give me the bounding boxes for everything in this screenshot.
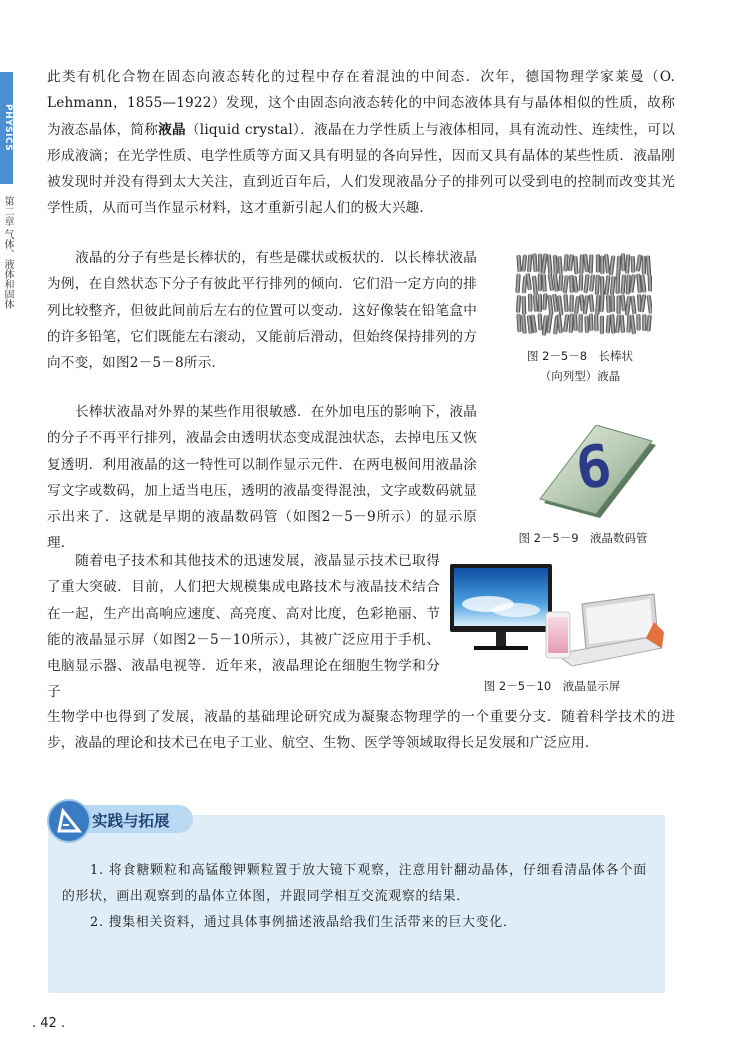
rod-molecule [596, 254, 600, 273]
rod-molecule [521, 254, 527, 272]
smartphone [546, 612, 570, 658]
rod-molecule [553, 255, 558, 275]
rod-molecule [621, 253, 626, 271]
rod-molecule [578, 314, 582, 333]
paragraph-intro-text: 此类有机化合物在固态向液态转化的过程中存在着混浊的中间态．次年，德国物理学家莱曼（O. Lehmann，1855—1922）发现，这个由固态向液态转化的中间态液体具有与晶体相似的性质，故称为液态晶体，简称 [47, 69, 675, 138]
rod-molecule [574, 296, 580, 315]
rod-molecule [542, 293, 547, 310]
practice-body [62, 858, 647, 936]
rod-molecule [516, 255, 521, 273]
rod-molecule [516, 295, 521, 313]
rod-molecule [604, 275, 610, 295]
practice-header [47, 797, 197, 841]
rod-molecule [583, 254, 589, 273]
rod-molecule [569, 294, 574, 312]
rod-molecule [563, 294, 569, 313]
practice-item-2: 2. 搜集相关资料，通过具体事例描述液晶给我们生活带来的巨大变化． [90, 915, 517, 930]
figure-caption-digit-tube: 图 2－5－9 液晶数码管 [518, 531, 648, 545]
rod-molecule [589, 274, 595, 292]
rod-molecule [642, 314, 646, 331]
rod-molecule [568, 254, 574, 272]
practice-title: 实践与拓展 [92, 812, 170, 830]
rod-molecule [533, 295, 539, 313]
rod-molecule [557, 256, 563, 275]
rod-molecule [642, 256, 646, 275]
rod-molecule [616, 295, 620, 314]
rod-molecules [515, 253, 652, 336]
paragraph-sensitivity [47, 399, 477, 557]
paragraph-sensitivity-text: 长棒状液晶对外界的某些作用很敏感．在外加电压的影响下，液晶的分子不再平行排列，液晶会由透明状态变成混浊状态，去掉电压又恢复透明．利用液晶的这一特性可以制作显示元件．在两电极间用液晶涂写文字或数码，加上适当电压，透明的液晶变得混浊，文字或数码就显示出来了．这就是早期的液晶数码管（如图2－5－9所示）的显示原理． [47, 404, 477, 552]
rod-molecule [538, 294, 542, 313]
rod-molecule [594, 314, 599, 331]
paragraph-molecules-text: 液晶的分子有些是长棒状的，有些是碟状或板状的．以长棒状液晶为例，在自然状态下分子有彼此平行排列的倾向．它们沿一定方向的排列比较整齐，但彼此间前后左右的位置可以变动．这好像装在铅笔盒中的许多铅笔，它们既能左右滚动，又能前后滑动，但始终保持排列的方向不变，如图2－5－8所示． [47, 250, 477, 372]
rod-molecule [522, 296, 527, 316]
rod-molecule [521, 314, 527, 334]
paragraph-molecules [47, 245, 477, 376]
rod-molecule [589, 313, 594, 331]
rod-molecule [542, 274, 547, 292]
rod-molecule [532, 275, 538, 296]
rod-molecule [573, 314, 578, 332]
rod-molecule [600, 255, 605, 274]
rod-molecule [625, 254, 630, 274]
practice-item-1: 1. 将食糖颗粒和高锰酸钾颗粒置于放大镜下观察，注意用针翻动晶体，仔细看清晶体各个面的形状，画出观察到的晶体立体图，并跟同学相互交流观察的结果． [62, 863, 647, 904]
side-tab [0, 72, 13, 184]
rod-molecule [606, 295, 611, 313]
figure-caption-lcd-screens: 图 2－5－10 液晶显示屏 [483, 679, 621, 693]
rod-molecule [547, 254, 553, 275]
rod-molecule [648, 274, 652, 291]
ruler-triangle-icon [47, 799, 91, 843]
rod-molecule [527, 254, 533, 272]
rod-molecule [616, 273, 621, 294]
rod-molecule [620, 314, 626, 333]
rod-molecule [595, 274, 600, 295]
digit-six: 6 [571, 430, 616, 504]
caption-line-2: （向列型）液晶 [539, 369, 621, 383]
rod-molecule [589, 294, 595, 313]
lcd-digit-tube-figure [530, 425, 660, 520]
paragraph-applications [47, 704, 675, 757]
rod-molecule [609, 255, 616, 276]
rod-molecule [515, 273, 520, 293]
caption-line-1: 图 2－5－8 长棒状 [526, 349, 634, 363]
rod-molecule [573, 256, 579, 275]
nematic-crystal-figure [512, 247, 652, 339]
rod-molecule [588, 254, 593, 274]
laptop [556, 594, 664, 666]
rod-molecule [630, 295, 636, 314]
rod-molecule [610, 276, 616, 296]
rod-molecule [563, 275, 569, 294]
rod-molecule [563, 254, 569, 272]
rod-molecule [563, 314, 569, 333]
term-liquid-crystal: 液晶 [158, 121, 186, 138]
rod-molecule [528, 293, 533, 311]
tv-monitor [450, 564, 552, 650]
paragraph-display-tech [47, 548, 440, 706]
figure-caption-nematic [510, 346, 650, 386]
rod-molecule [625, 296, 632, 316]
rod-molecule [610, 314, 616, 334]
rod-molecule [616, 256, 621, 276]
rod-molecule [600, 276, 605, 297]
rod-molecule [538, 273, 542, 291]
rod-molecule [646, 314, 652, 331]
paragraph-applications-text: 生物学中也得到了发展，液晶的基础理论研究成为凝聚态物理学的一个重要分支．随着科学技术的进步，液晶的理论和技术已在电子工业、航空、生物、医学等领域取得长足发展和广泛应用． [47, 709, 675, 752]
rod-molecule [646, 295, 652, 315]
rod-molecule [584, 316, 589, 334]
page-number: . 42 . [32, 1016, 66, 1031]
rod-molecule [583, 274, 589, 294]
side-tab-label: PHYSICS [3, 104, 13, 152]
lcd-screens-figure [448, 562, 664, 672]
rod-molecule [646, 255, 652, 276]
rod-molecule [516, 313, 521, 332]
rod-molecule [610, 295, 615, 313]
rod-molecule [558, 274, 563, 291]
paragraph-display-tech-text: 随着电子技术和其他技术的迅速发展，液晶显示技术已取得了重大突破．目前，人们把大规模集成电路技术与液晶技术结合在一起，生产出高响应速度、高亮度、高对比度，色彩艳丽、节能的液晶显示屏（如图2－5－10所示），其被广泛应用于手机、电脑显示器、液晶电视等．近年来，液晶理论在细胞生物学和分子 [47, 553, 440, 701]
rod-molecule [620, 294, 626, 312]
rod-molecule [532, 253, 538, 272]
rod-molecule [600, 315, 604, 334]
side-chapter-label: 第二章 气体、液体和固体 [2, 196, 13, 310]
paragraph-intro-rest: （liquid crystal）．液晶在力学性质上与液体相同，具有流动性、连续性，可以形成液滴；在光学性质、电学性质等方面又具有明显的各向异性，因而又具有晶体的某些性质．液晶刚被发现时并没有得到太大关注，直到近百年后，人们发现液晶分子的排列可以受到电的控制而改变其光学性质，从而可当作显示材料，这才重新引起人们的极大兴趣． [47, 121, 675, 217]
rod-molecule [636, 314, 640, 331]
rod-molecule [538, 313, 543, 331]
rod-molecule [631, 256, 636, 273]
rod-molecule [595, 295, 600, 315]
rod-molecule [620, 274, 626, 294]
paragraph-intro [47, 64, 675, 222]
rod-molecule [636, 254, 643, 272]
rod-molecule [579, 274, 584, 291]
